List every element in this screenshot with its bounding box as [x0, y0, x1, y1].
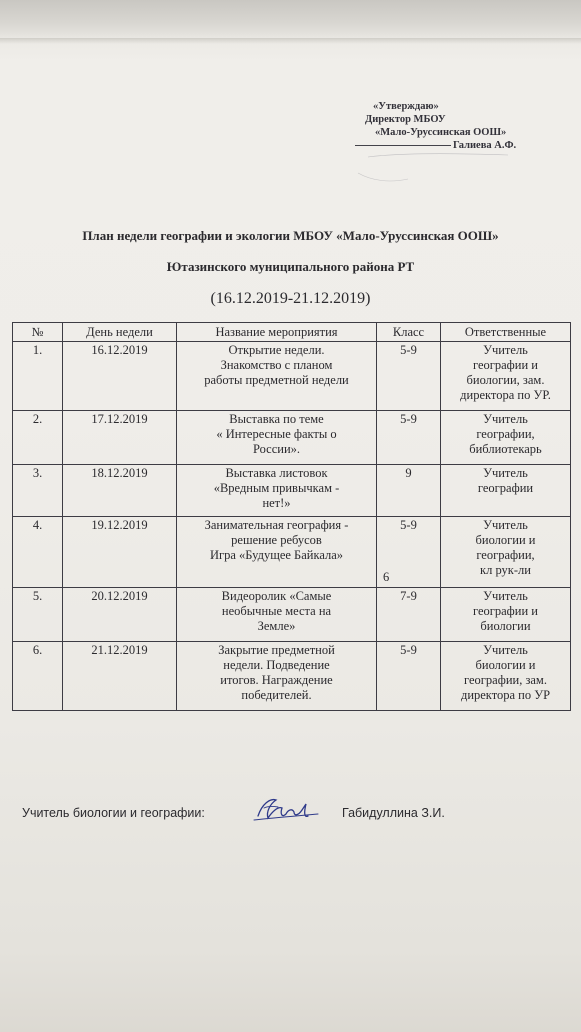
row-responsible [441, 517, 571, 588]
event-line: Игра «Будущее Байкала» [209, 548, 344, 562]
event-line: решение ребусов [231, 533, 322, 547]
approval-line-1: «Утверждаю» [373, 101, 439, 112]
event-line: недели. Подведение [223, 658, 330, 672]
event-line: Знакомство с планом [220, 358, 333, 372]
event-line: необычные места на [221, 604, 332, 618]
event-line: Открытие недели. [228, 343, 325, 357]
paper-edge [0, 38, 581, 44]
date-range: (16.12.2019-21.12.2019) [210, 290, 371, 307]
responsible-line: географии и [473, 358, 538, 372]
responsible-line: директора по УР. [460, 388, 551, 402]
responsible-line: географии [477, 481, 534, 495]
table-row [13, 342, 571, 411]
header-day: День недели [63, 323, 177, 342]
teacher-name: Габидуллина З.И. [342, 806, 445, 820]
header-class: Класс [377, 323, 441, 342]
row-number: 3. [13, 465, 63, 517]
row-number: 1. [13, 342, 63, 411]
event-line: России». [252, 442, 301, 456]
row-responsible [441, 411, 571, 465]
responsible-line: Учитель [483, 518, 528, 532]
table-row [13, 465, 571, 517]
background-wall [0, 0, 581, 40]
responsible-line: Учитель [483, 589, 528, 603]
row-date: 18.12.2019 [63, 465, 177, 517]
event-line: Земле» [257, 619, 296, 633]
row-date: 16.12.2019 [63, 342, 177, 411]
row-responsible [441, 342, 571, 411]
row-date: 21.12.2019 [63, 642, 177, 711]
row-class [377, 517, 441, 588]
responsible-line: Учитель [483, 466, 528, 480]
row-event [177, 411, 377, 465]
approval-signature-line [355, 139, 555, 152]
responsible-line: биологии и [475, 533, 536, 547]
header-event: Название мероприятия [177, 323, 377, 342]
row-number: 2. [13, 411, 63, 465]
row-number: 6. [13, 642, 63, 711]
row-class: 5-9 [377, 642, 441, 711]
event-line: нет!» [262, 496, 291, 510]
responsible-line: географии, [476, 548, 535, 562]
responsible-line: директора по УР [460, 688, 551, 702]
row-class: 7-9 [377, 588, 441, 642]
approval-line-2: Директор МБОУ [365, 114, 446, 125]
row-class: 9 [377, 465, 441, 517]
approval-line-3: «Мало-Уруссинская ООШ» [375, 127, 507, 138]
table-row [13, 588, 571, 642]
row-responsible [441, 465, 571, 517]
row-event [177, 517, 377, 588]
event-line: итогов. Награждение [220, 673, 333, 687]
responsible-line: биологии [480, 619, 531, 633]
event-line: «Вредным привычкам - [213, 481, 340, 495]
table-header-row [13, 323, 571, 342]
responsible-line: географии, зам. [464, 673, 547, 687]
responsible-line: библиотекарь [469, 442, 542, 456]
row-date: 19.12.2019 [63, 517, 177, 588]
event-line: Закрытие предметной [218, 643, 335, 657]
responsible-line: Учитель [483, 343, 528, 357]
director-name: Галиева А.Ф. [453, 140, 517, 151]
row-number: 5. [13, 588, 63, 642]
responsible-line: географии, [476, 427, 535, 441]
responsible-line: Учитель [483, 643, 528, 657]
event-line: Выставка листовок [225, 466, 328, 480]
responsible-line: биологии и [475, 658, 536, 672]
row-event [177, 465, 377, 517]
signature-underline [355, 145, 451, 146]
table-row [13, 642, 571, 711]
document-subtitle: Ютазинского муниципального района РТ [166, 259, 415, 274]
row-responsible [441, 588, 571, 642]
row-event [177, 588, 377, 642]
row-event [177, 342, 377, 411]
responsible-line: Учитель [483, 412, 528, 426]
class-value: 5-9 [400, 518, 417, 532]
table-row [13, 411, 571, 465]
event-line: « Интересные факты о [216, 427, 337, 441]
responsible-line: географии и [473, 604, 538, 618]
event-line: Занимательная география - [204, 518, 349, 532]
responsible-line: кл рук-ли [480, 563, 531, 577]
row-number: 4. [13, 517, 63, 588]
header-responsible: Ответственные [441, 323, 571, 342]
row-event [177, 642, 377, 711]
document-title: План недели географии и экологии МБОУ «Мало-Уруссинская ООШ» [82, 228, 499, 243]
row-class: 5-9 [377, 342, 441, 411]
event-line: победителей. [241, 688, 312, 702]
teacher-role-label: Учитель биологии и географии: [22, 806, 205, 820]
handwritten-signature [252, 794, 322, 828]
header-number: № [13, 323, 63, 342]
events-table [12, 322, 571, 711]
event-line: работы предметной недели [204, 373, 349, 387]
class-extra-value: 6 [383, 570, 390, 584]
event-line: Видеоролик «Самые [221, 589, 332, 603]
approval-block [355, 100, 555, 152]
table-row [13, 517, 571, 588]
responsible-line: биологии, зам. [466, 373, 545, 387]
row-class: 5-9 [377, 411, 441, 465]
event-line: Выставка по теме [229, 412, 324, 426]
row-date: 17.12.2019 [63, 411, 177, 465]
row-responsible [441, 642, 571, 711]
row-date: 20.12.2019 [63, 588, 177, 642]
